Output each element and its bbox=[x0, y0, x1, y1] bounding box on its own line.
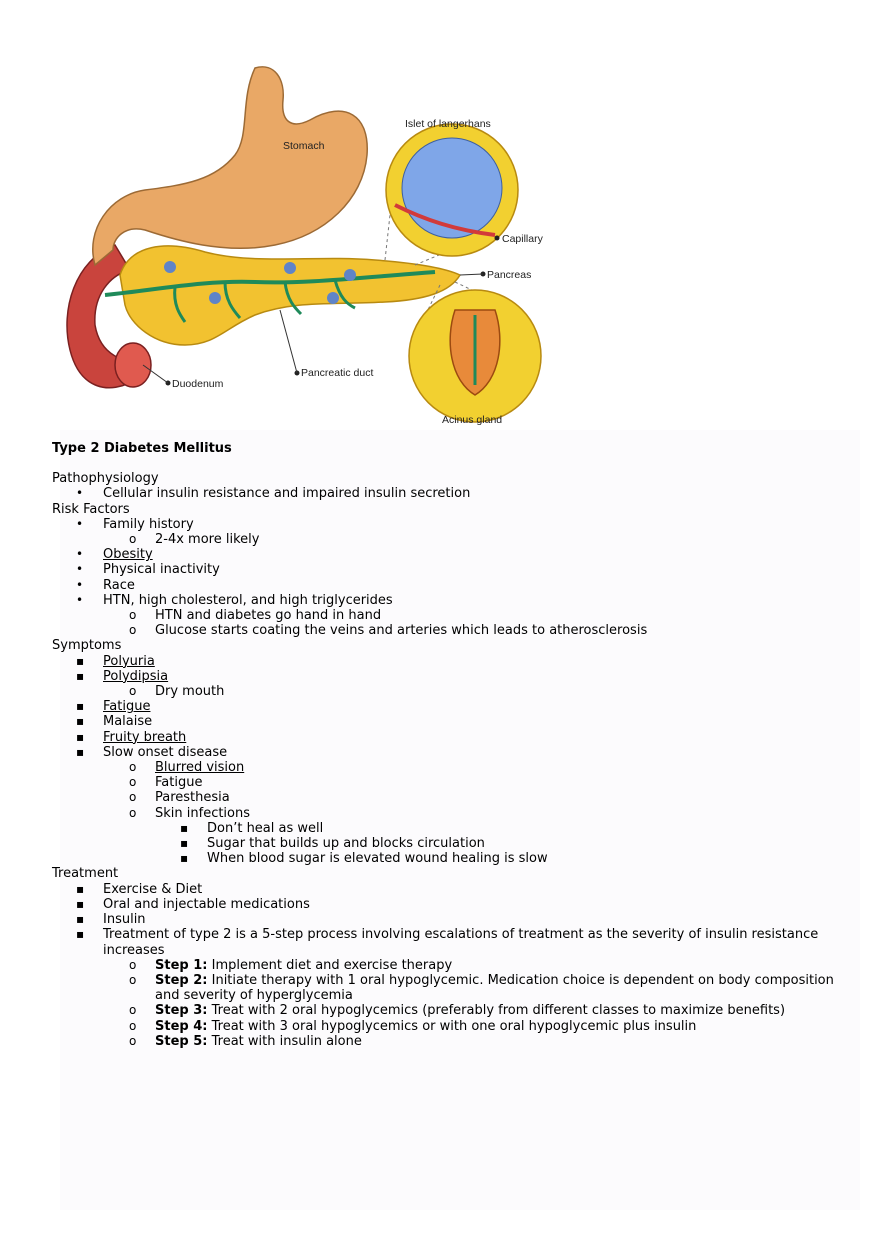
risk-list bbox=[52, 517, 842, 532]
circle-bullet: o bbox=[129, 1003, 137, 1018]
square-bullet: ▪ bbox=[180, 836, 189, 851]
list-item: • Cellular insulin resistance and impaired insulin secretion bbox=[76, 486, 471, 502]
step-item: o Step 4: Treat with 3 oral hypoglycemics or with one oral hypoglycemic plus insulin bbox=[129, 1018, 697, 1034]
step-item: o Step 2: Initiate therapy with 1 oral hypoglycemic. Medication choice is dependent on body composition and severity of hyperglycemia bbox=[129, 972, 834, 1004]
circle-bullet: o bbox=[129, 684, 137, 699]
list-item: • Family history bbox=[76, 516, 194, 532]
list-item: o Paresthesia bbox=[129, 790, 230, 806]
list-item: ▪ Exercise & Diet bbox=[76, 881, 203, 897]
square-bullet: ▪ bbox=[180, 851, 189, 866]
list-item: o Glucose starts coating the veins and arteries which leads to atherosclerosis bbox=[129, 623, 648, 639]
disc-bullet: • bbox=[76, 577, 84, 592]
section-heading-treatment: Treatment bbox=[52, 866, 119, 882]
square-bullet: ▪ bbox=[76, 896, 85, 911]
square-bullet: ▪ bbox=[76, 912, 85, 927]
circle-bullet: o bbox=[129, 1018, 137, 1033]
islet-dot bbox=[344, 269, 356, 281]
step-item: o Step 5: Treat with insulin alone bbox=[129, 1033, 362, 1049]
circle-bullet: o bbox=[129, 790, 137, 805]
list-item: ▪ Sugar that builds up and blocks circulation bbox=[180, 836, 485, 852]
document-body bbox=[52, 441, 842, 1049]
list-item: ▪ Fruity breath bbox=[76, 729, 187, 745]
list-item: ▪ Fatigue bbox=[76, 699, 151, 715]
label-stomach: Stomach bbox=[283, 140, 325, 152]
step-item: o Step 3: Treat with 2 oral hypoglycemics (preferably from different classes to maximize benefits) bbox=[129, 1003, 786, 1019]
list-item: o Blurred vision bbox=[129, 760, 245, 776]
circle-bullet: o bbox=[129, 623, 137, 638]
label-pancreatic-duct: Pancreatic duct bbox=[301, 367, 374, 379]
list-item: ▪ When blood sugar is elevated wound healing is slow bbox=[180, 851, 548, 867]
disc-bullet: • bbox=[76, 562, 84, 577]
islet-cells bbox=[402, 138, 502, 238]
circle-bullet: o bbox=[129, 532, 137, 547]
list-item: o Fatigue bbox=[129, 775, 203, 791]
square-bullet: ▪ bbox=[76, 729, 85, 744]
duodenum-opening bbox=[115, 343, 151, 387]
circle-bullet: o bbox=[129, 775, 137, 790]
list-item: • Race bbox=[76, 577, 135, 593]
square-bullet: ▪ bbox=[76, 714, 85, 729]
list-item: • Physical inactivity bbox=[76, 562, 220, 578]
step-item: o Step 1: Implement diet and exercise therapy bbox=[129, 957, 453, 973]
circle-bullet: o bbox=[129, 972, 137, 987]
list-item: ▪ Don’t heal as well bbox=[180, 820, 324, 836]
square-bullet: ▪ bbox=[76, 881, 85, 896]
pancreas-anatomy-figure bbox=[55, 60, 555, 430]
islet-dot bbox=[164, 261, 176, 273]
page-title: Type 2 Diabetes Mellitus bbox=[52, 441, 232, 456]
list-item: ▪ Malaise bbox=[76, 714, 153, 730]
label-capillary: Capillary bbox=[502, 233, 543, 245]
label-duodenum: Duodenum bbox=[172, 378, 224, 390]
square-bullet: ▪ bbox=[76, 653, 85, 668]
square-bullet: ▪ bbox=[76, 699, 85, 714]
list-item: o HTN and diabetes go hand in hand bbox=[129, 608, 382, 624]
square-bullet: ▪ bbox=[76, 927, 85, 942]
label-islet: Islet of langerhans bbox=[405, 118, 491, 130]
list-item: o Dry mouth bbox=[129, 684, 225, 700]
section-heading-patho: Pathophysiology bbox=[52, 471, 159, 487]
pointer-line bbox=[460, 274, 483, 275]
circle-bullet: o bbox=[129, 1033, 137, 1048]
section-heading-symptoms: Symptoms bbox=[52, 638, 122, 654]
capillary-pointer bbox=[495, 236, 500, 241]
circle-bullet: o bbox=[129, 608, 137, 623]
list-item: • HTN, high cholesterol, and high triglycerides bbox=[76, 592, 393, 608]
list-item: ▪ Insulin bbox=[76, 912, 146, 928]
list-item: ▪ Slow onset disease bbox=[76, 744, 228, 760]
circle-bullet: o bbox=[129, 957, 137, 972]
circle-bullet: o bbox=[129, 805, 137, 820]
square-bullet: ▪ bbox=[76, 668, 85, 683]
disc-bullet: • bbox=[76, 547, 84, 562]
islet-dot bbox=[284, 262, 296, 274]
square-bullet: ▪ bbox=[76, 744, 85, 759]
pointer-line bbox=[280, 310, 297, 373]
patho-list bbox=[52, 486, 842, 501]
stomach-shape bbox=[93, 67, 367, 265]
disc-bullet: • bbox=[76, 486, 84, 501]
list-item: o 2-4x more likely bbox=[129, 532, 260, 548]
islet-dot bbox=[327, 292, 339, 304]
list-item: ▪ Oral and injectable medications bbox=[76, 896, 310, 912]
list-item: o Skin infections bbox=[129, 805, 251, 821]
list-item: • Obesity bbox=[76, 547, 153, 563]
islet-dot bbox=[209, 292, 221, 304]
label-pancreas: Pancreas bbox=[487, 269, 532, 281]
circle-bullet: o bbox=[129, 760, 137, 775]
pancreas-shape bbox=[120, 246, 460, 345]
section-heading-risk: Risk Factors bbox=[52, 501, 130, 517]
disc-bullet: • bbox=[76, 516, 84, 531]
square-bullet: ▪ bbox=[180, 820, 189, 835]
list-item: ▪ Treatment of type 2 is a 5-step process involving escalations of treatment as the severity of insulin resistance increases bbox=[76, 927, 819, 958]
disc-bullet: • bbox=[76, 592, 84, 607]
list-item: ▪ Polydipsia bbox=[76, 668, 169, 684]
list-item: ▪ Polyuria bbox=[76, 653, 155, 669]
label-acinus: Acinus gland bbox=[442, 414, 503, 426]
